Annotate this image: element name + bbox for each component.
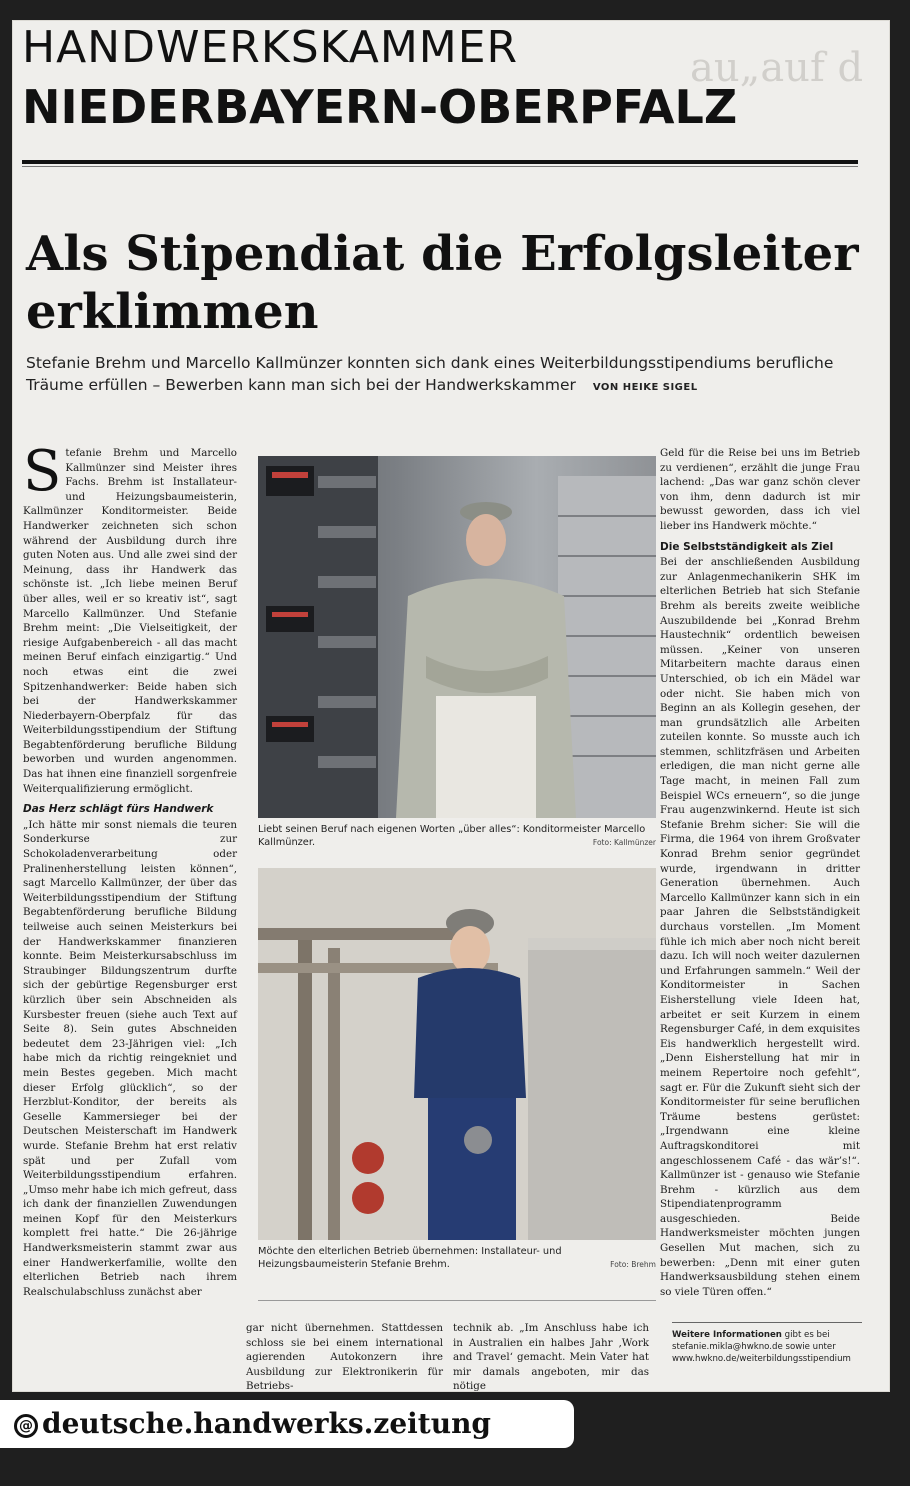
photo1-caption-text: Liebt seinen Beruf nach eigenen Worten „über alles“: Konditormeister Marcello Kallmünzer. bbox=[258, 824, 646, 848]
article-column-right bbox=[660, 446, 860, 1299]
drop-cap: S bbox=[23, 439, 62, 504]
article-column-mid-2 bbox=[453, 1321, 649, 1394]
photo-brehm bbox=[258, 868, 656, 1240]
article-column-mid-1 bbox=[246, 1321, 443, 1394]
photo1-credit: Foto: Kallmünzer bbox=[592, 838, 656, 847]
photo-brehm-illustration bbox=[258, 868, 656, 1240]
masthead-line1: HANDWERKSKAMMER bbox=[22, 22, 519, 73]
masthead-line2: NIEDERBAYERN-OBERPFALZ bbox=[22, 80, 738, 134]
background-bleed-text: au„auf d bbox=[690, 45, 864, 91]
left-paragraph-1: tefanie Brehm und Marcello Kallmünzer sind Meister ihres Fachs. Brehm ist Installateur- und Heizungsbaumeisterin, Kallmünzer Konditormeister. Beide Handwerker zeichneten sich schon während der Ausbildung durch ihre guten Noten aus. Und alle zwei sind der Meinung, dass ihr Handwerk das schönste ist. „Ich liebe meinen Beruf über alles, weil er so kreativ ist“, sagt Marcello Kallmünzer. Und Stefanie Brehm meint: „Die Vielseitigkeit, der riesige Aufgabenbereich - all das macht meinen Beruf einfach einzigartig.“ Und noch etwas eint die zwei Spitzenhandwerker: Beide haben sich bei der Handwerkskammer Niederbayern-Oberpfalz für das Weiterbildungsstipendium der Stiftung Begabtenförderung berufliche Bildung beworben und wurden angenommen. Das hat ihnen eine finanziell sorgenfreie Weiterqualifizierung ermöglicht. bbox=[23, 447, 237, 795]
threads-at-icon: @ bbox=[14, 1414, 38, 1438]
subhead-text: Stefanie Brehm und Marcello Kallmünzer konnten sich dank eines Weiterbildungsstipendiums berufliche Träume erfüllen – Bewerben kann man sich bei der Handwerkskammer bbox=[26, 354, 834, 394]
social-handle[interactable] bbox=[14, 1406, 491, 1442]
photo2-credit: Foto: Brehm bbox=[610, 1260, 656, 1269]
social-handle-text: deutsche.handwerks.zeitung bbox=[42, 1407, 492, 1440]
photo2-caption bbox=[258, 1245, 656, 1271]
photo-kallmuenzer bbox=[258, 456, 656, 818]
article-headline: Als Stipendiat die Erfolgsleiter erklimmen bbox=[26, 226, 859, 340]
further-info-box bbox=[672, 1322, 862, 1365]
article-column-left bbox=[23, 439, 237, 1299]
mid-paragraph-2: technik ab. „Im Anschluss habe ich in Australien ein halbes Jahr ‚Work and Travel‘ gemacht. Mein Vater hat mir damals angeboten, mir das nötige bbox=[453, 1322, 649, 1393]
subheading-selbststaendigkeit: Die Selbstständigkeit als Ziel bbox=[660, 540, 834, 553]
photo1-caption bbox=[258, 823, 656, 849]
mid-paragraph-1: gar nicht übernehmen. Stattdessen schloss sie bei einem international agierenden Autokonzern ihre Ausbildung zur Elektronikerin für Betriebs- bbox=[246, 1322, 443, 1393]
photo-divider bbox=[258, 1300, 656, 1301]
info-text: gibt es bei stefanie.mikla@hwkno.de sowie unter www.hwkno.de/weiterbildungsstipendium bbox=[672, 1330, 851, 1364]
subheading-herz: Das Herz schlägt fürs Handwerk bbox=[23, 803, 214, 816]
masthead-rule bbox=[22, 160, 858, 164]
byline: VON HEIKE SIGEL bbox=[592, 382, 698, 393]
photo2-caption-text: Möchte den elterlichen Betrieb übernehmen: Installateur- und Heizungsbaumeisterin Stefanie Brehm. bbox=[258, 1246, 562, 1270]
right-paragraph-2: Bei der anschließenden Ausbildung zur Anlagenmechanikerin SHK im elterlichen Betrieb hat sich Stefanie Brehm als bereits zweite weibliche Auszubildende bei „Konrad Brehm Haustechnik“ ordentlich beweisen müssen. „Keiner von unseren Mitarbeitern machte daraus einen Unterschied, ob ich ein Mädel war oder nicht. Sie haben mich von Beginn an als Kollegin gesehen, der man grundsätzlich alle Arbeiten zuteilen konnte. So musste auch ich stemmen, schlitzfräsen und Arbeiten erledigen, die man nicht gerne alle Tage macht, in meinen Fall zum Beispiel WCs erneuern“, so die junge Frau augenzwinkernd. Heute ist sich Stefanie Brehm sicher: Sie will die Firma, die 1964 von ihrem Großvater Konrad Brehm senior gegründet wurde, irgendwann in dritter Generation übernehmen. Auch Marcello Kallmünzer kann sich in ein paar Jahren die Selbstständigkeit durchaus vorstellen. „Im Moment fühle ich mich aber noch nicht bereit dazu. Ich will noch weiter dazulernen und Erfahrungen sammeln.“ Weil der Konditormeister in Sachen Eisherstellung viele Ideen hat, arbeitet er seit Kurzem in einem Regensburger Café, in dem exquisites Eis handwerklich hergestellt wird. „Denn Eisherstellung hat mir in meinem Repertoire noch gefehlt“, sagt er. Für die Zukunft sieht sich der Konditormeister für seine beruflichen Träume bestens gerüstet: „Irgendwann eine kleine Auftragskonditorei mit angeschlossenem Café - das wär’s!“. Kallmünzer ist - genauso wie Stefanie Brehm - kürzlich aus dem Stipendiatenprogramm ausgeschieden. Beide Handwerksmeister möchten jungen Gesellen Mut machen, sich zu bewerben: „Denn mit einer guten Handwerksausbildung stehen einem so viele Türen offen.“ bbox=[660, 556, 860, 1298]
social-handle-overlay[interactable] bbox=[0, 1400, 574, 1448]
right-paragraph-1: Geld für die Reise bei uns im Betrieb zu verdienen“, erzählt die junge Frau lachend: „Das war ganz schön clever von ihm, denn dadurch ist mir bewusst geworden, dass ich viel lieber ins Handwerk möchte.“ bbox=[660, 447, 860, 532]
photo-kallmuenzer-illustration bbox=[258, 456, 656, 818]
masthead-rule-thin bbox=[22, 166, 858, 167]
article-subhead bbox=[26, 352, 866, 399]
left-paragraph-2: „Ich hätte mir sonst niemals die teuren Sonderkurse zur Schokoladenverarbeitung oder Pralinenherstellung leisten können“, sagt Marcello Kallmünzer, der über das Weiterbildungsstipendium der Stiftung Begabtenförderung berufliche Bildung teilweise auch seinen Meisterkurs bei der Handwerkskammer finanzieren konnte. Beim Meisterkursabschluss im Straubinger Bildungszentrum durfte sich der gebürtige Regensburger erst kürzlich über sein Abschneiden als Kursbester freuen (siehe auch Text auf Seite 8). Sein gutes Abschneiden bedeutet dem 23-Jährigen viel: „Ich habe mich da richtig reingekniet und mein Bestes gegeben. Mich macht dieser Erfolg glücklich“, so der Herzblut-Konditor, der bereits als Geselle Kammersieger bei der Deutschen Meisterschaft im Handwerk wurde. Stefanie Brehm hat erst relativ spät und per Zufall vom Weiterbildungsstipendium erfahren. „Umso mehr habe ich mich gefreut, dass ich dank der finanziellen Zuwendungen meinen Kopf für den Meisterkurs komplett frei hatte.“ Die 26-jährige Handwerksmeisterin stammt zwar aus einer Handwerkerfamilie, wollte den elterlichen Betrieb nach ihrem Realschulabschluss zunächst aber bbox=[23, 818, 237, 1298]
info-label: Weitere Informationen bbox=[672, 1330, 782, 1340]
